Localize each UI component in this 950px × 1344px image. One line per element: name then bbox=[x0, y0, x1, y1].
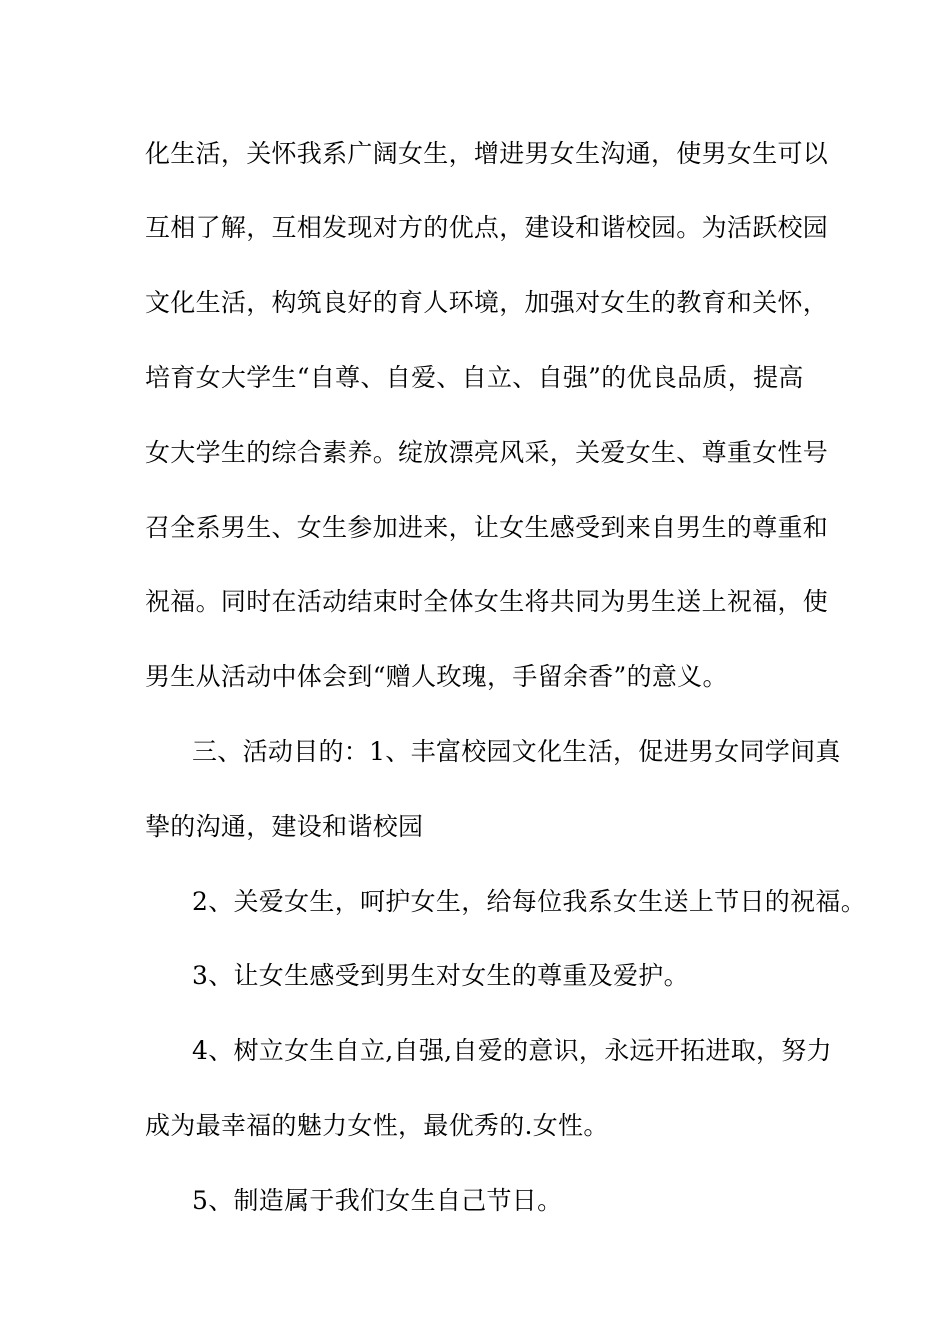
section-heading-line: 三、活动目的：1、丰富校园文化生活，促进男女同学间真 bbox=[192, 737, 841, 766]
paragraph-line: 挚的沟通，建设和谐校园 bbox=[145, 812, 424, 841]
paragraph-line: 文化生活，构筑良好的育人环境，加强对女生的教育和关怀， bbox=[145, 288, 829, 317]
paragraph-line: 女大学生的综合素养。绽放漂亮风采，关爱女生、尊重女性号 bbox=[145, 438, 829, 467]
paragraph-line: 培育女大学生“自尊、自爱、自立、自强”的优良品质，提高 bbox=[145, 363, 804, 392]
paragraph-line: 互相了解，互相发现对方的优点，建设和谐校园。为活跃校园 bbox=[145, 213, 829, 242]
list-item: 2、关爱女生，呵护女生，给每位我系女生送上节日的祝福。 bbox=[192, 887, 867, 916]
paragraph-line: 召全系男生、女生参加进来，让女生感受到来自男生的尊重和 bbox=[145, 513, 829, 542]
paragraph-line: 成为最幸福的魅力女性，最优秀的.女性。 bbox=[145, 1111, 609, 1140]
paragraph-line: 男生从活动中体会到“赠人玫瑰，手留余香”的意义。 bbox=[145, 662, 728, 691]
list-item: 5、制造属于我们女生自己节日。 bbox=[192, 1186, 563, 1215]
paragraph-line: 祝福。同时在活动结束时全体女生将共同为男生送上祝福，使 bbox=[145, 587, 829, 616]
list-item: 4、树立女生自立,自强,自爱的意识，永远开拓进取，努力 bbox=[192, 1036, 832, 1065]
list-item: 3、让女生感受到男生对女生的尊重及爱护。 bbox=[192, 961, 689, 990]
paragraph-line: 化生活，关怀我系广阔女生，增进男女生沟通，使男女生可以 bbox=[145, 139, 829, 168]
